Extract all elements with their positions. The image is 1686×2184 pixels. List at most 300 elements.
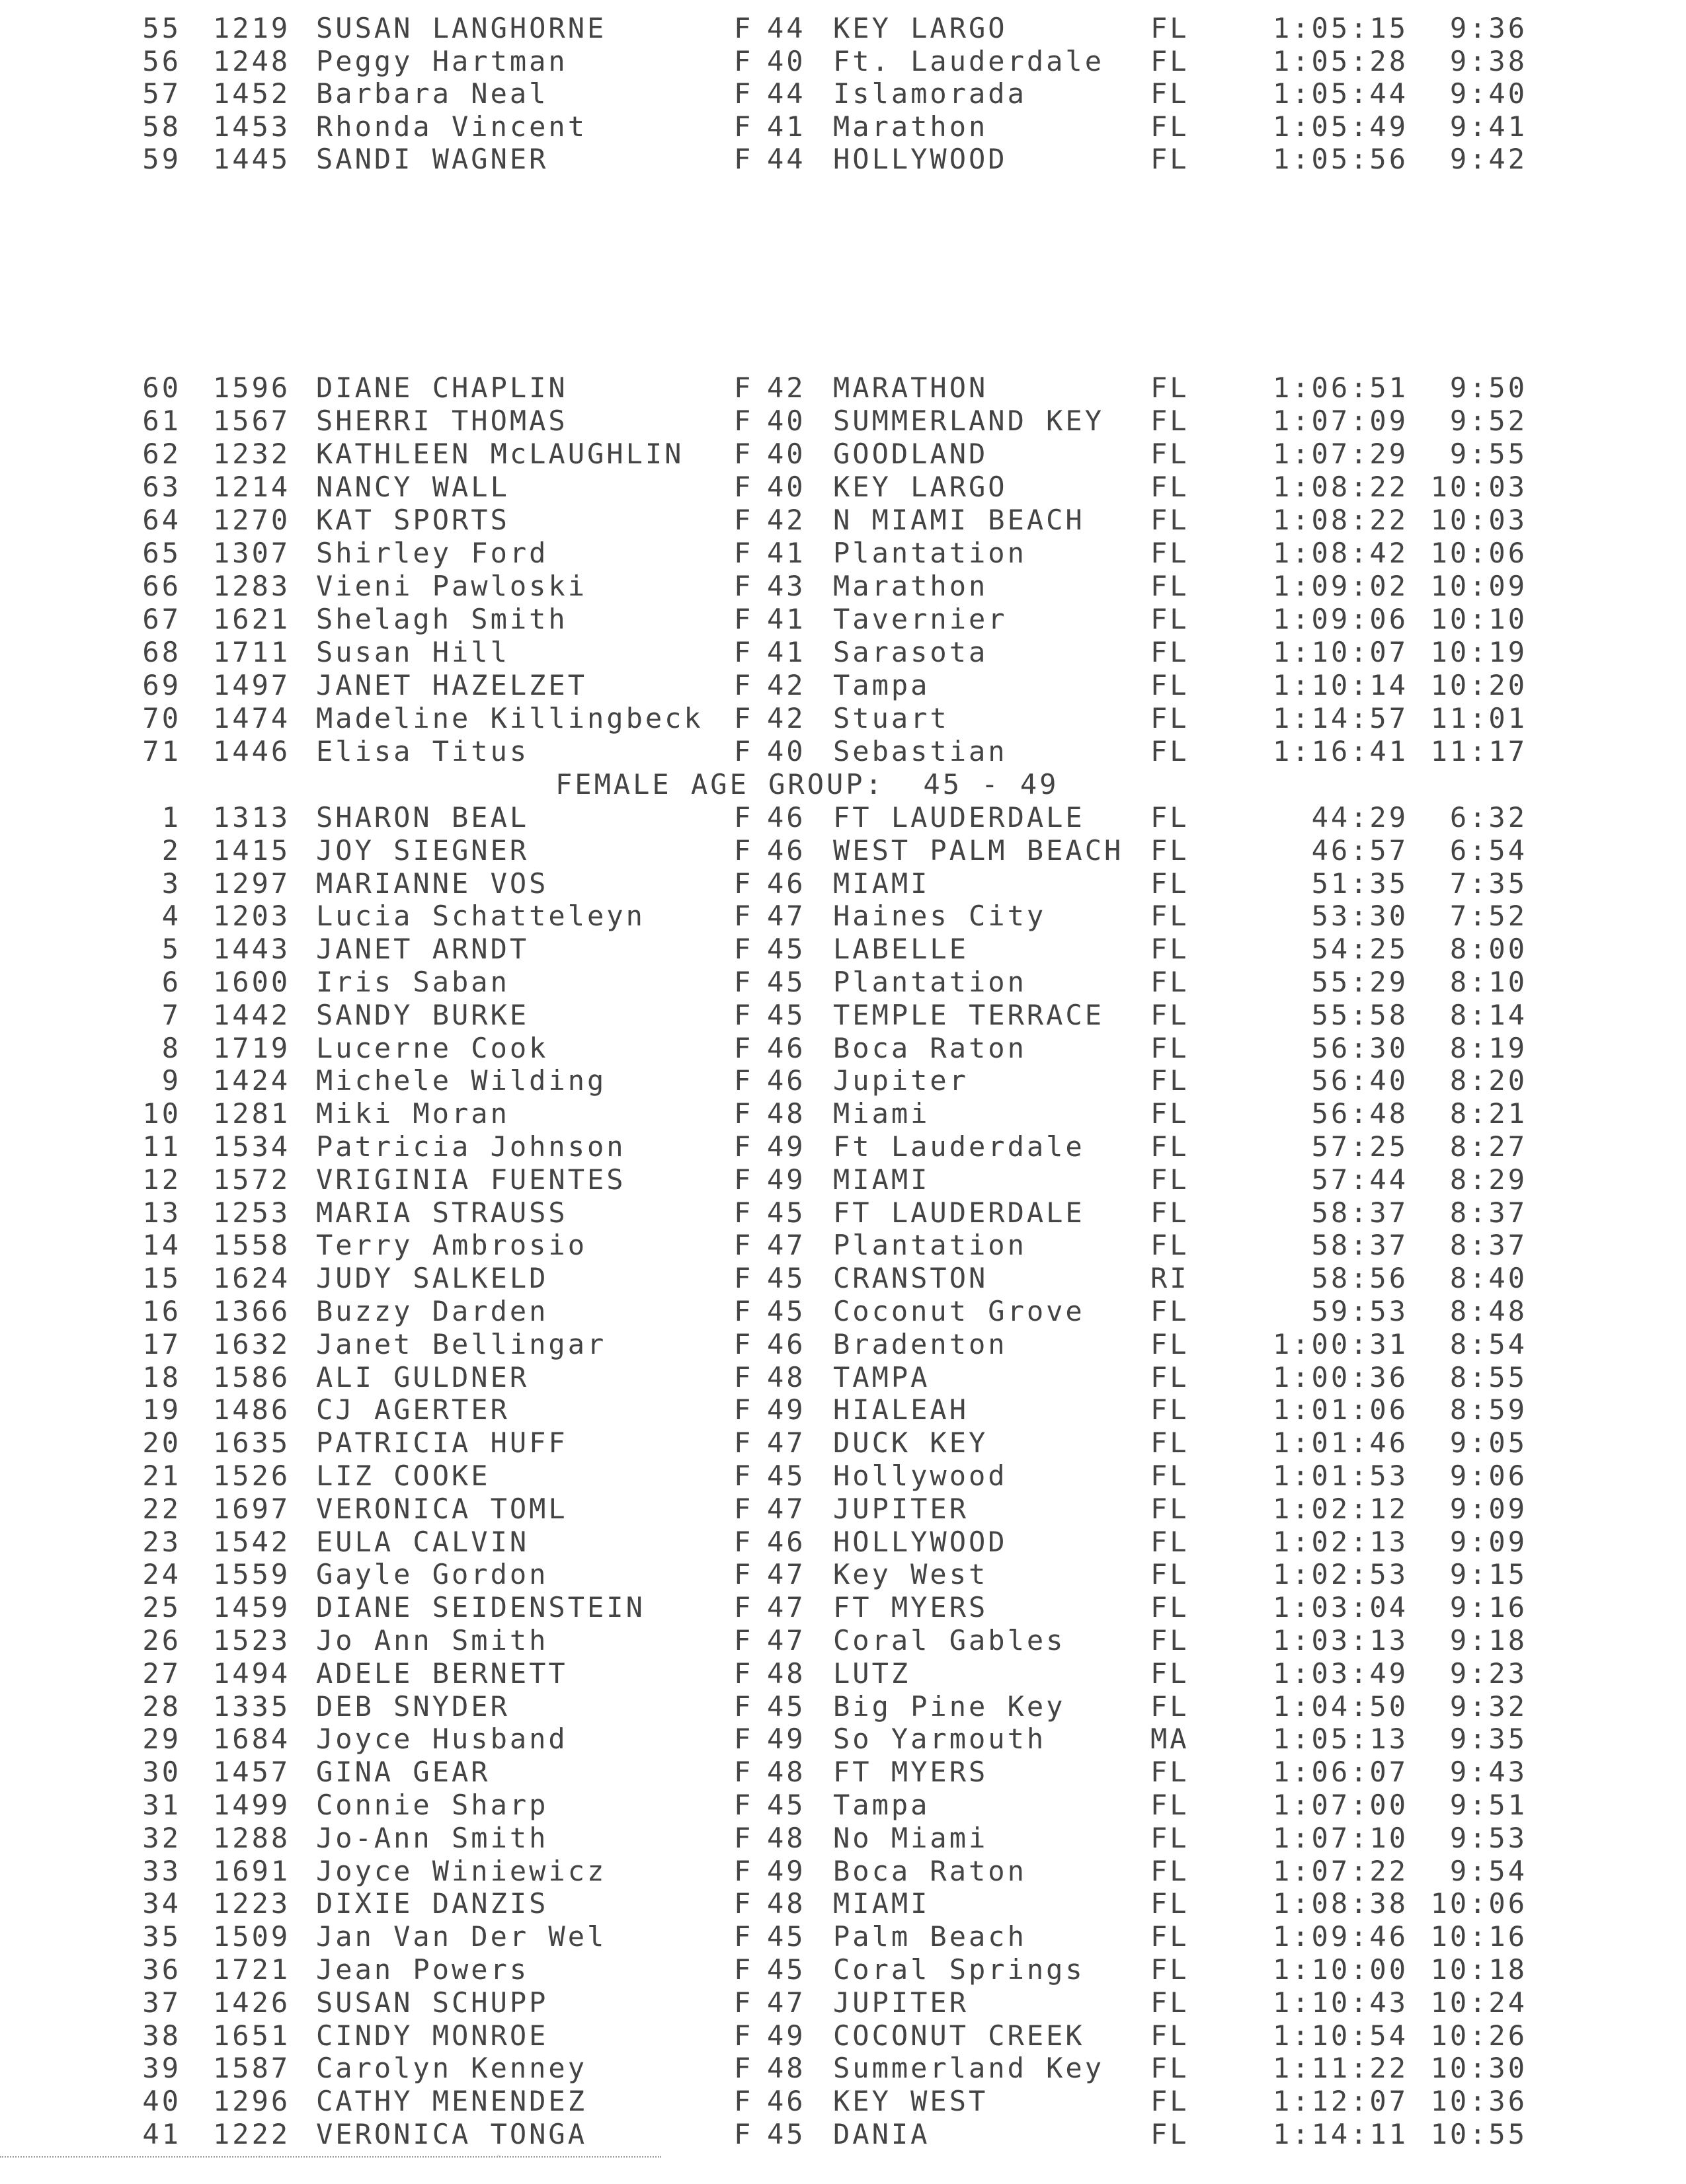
cell-sex: F: [734, 603, 754, 635]
cell-pace: 10:36: [1430, 2085, 1527, 2118]
result-row: [0, 1756, 1686, 1789]
result-row: [0, 1855, 1686, 1888]
cell-pace: 9:36: [1449, 12, 1527, 44]
cell-sex: F: [734, 504, 754, 536]
cell-bib: 1567: [213, 405, 291, 437]
cell-state: FL: [1150, 110, 1189, 143]
cell-state: FL: [1150, 1064, 1189, 1097]
cell-city: MIAMI: [833, 867, 930, 900]
cell-sex: F: [734, 1986, 754, 2019]
cell-name: ALI GULDNER: [316, 1360, 530, 1393]
cell-pace: 10:19: [1430, 636, 1527, 668]
cell-place: 28: [142, 1690, 181, 1723]
cell-time: 56:40: [1311, 1064, 1408, 1097]
cell-age: 47: [767, 1229, 806, 1262]
cell-place: 36: [142, 1953, 181, 1986]
cell-time: 1:03:04: [1272, 1591, 1408, 1624]
cell-time: 1:04:50: [1272, 1690, 1408, 1723]
cell-state: FL: [1150, 1229, 1189, 1262]
cell-age: 49: [767, 2019, 806, 2052]
cell-time: 56:48: [1311, 1097, 1408, 1130]
cell-state: FL: [1150, 1756, 1189, 1789]
cell-pace: 10:24: [1430, 1986, 1527, 2019]
cell-age: 47: [767, 900, 806, 933]
cell-age: 48: [767, 1657, 806, 1690]
cell-state: MA: [1150, 1723, 1189, 1756]
cell-name: DIANE CHAPLIN: [316, 371, 568, 404]
cell-state: FL: [1150, 1426, 1189, 1460]
cell-bib: 1296: [213, 2085, 291, 2118]
cell-pace: 9:41: [1449, 110, 1527, 143]
cell-pace: 8:14: [1449, 998, 1527, 1031]
cell-city: DUCK KEY: [833, 1426, 988, 1460]
cell-bib: 1600: [213, 966, 291, 998]
cell-name: DIXIE DANZIS: [316, 1887, 549, 1920]
cell-state: FL: [1150, 1031, 1189, 1064]
cell-state: FL: [1150, 900, 1189, 933]
cell-sex: F: [734, 1295, 754, 1327]
cell-age: 49: [767, 1393, 806, 1426]
cell-city: Sarasota: [833, 636, 988, 668]
result-row: [0, 1460, 1686, 1493]
cell-sex: F: [734, 1460, 754, 1492]
cell-state: FL: [1150, 371, 1189, 404]
cell-time: 57:44: [1311, 1163, 1408, 1196]
cell-sex: F: [734, 1887, 754, 1920]
cell-city: Hollywood: [833, 1460, 1008, 1492]
result-row: [0, 1493, 1686, 1526]
cell-state: FL: [1150, 471, 1189, 503]
cell-sex: F: [734, 669, 754, 701]
cell-state: FL: [1150, 2085, 1189, 2118]
cell-name: DIANE SEIDENSTEIN: [316, 1591, 645, 1624]
cell-city: Ft. Lauderdale: [833, 44, 1105, 77]
cell-bib: 1453: [213, 110, 291, 143]
cell-bib: 1313: [213, 801, 291, 834]
cell-city: SUMMERLAND KEY: [833, 405, 1105, 437]
cell-name: SUSAN SCHUPP: [316, 1986, 549, 2019]
cell-place: 71: [142, 735, 181, 767]
cell-place: 13: [142, 1196, 181, 1229]
cell-age: 44: [767, 143, 806, 175]
cell-place: 15: [142, 1262, 181, 1295]
cell-name: DEB SNYDER: [316, 1690, 510, 1723]
cell-state: FL: [1150, 1953, 1189, 1986]
cell-time: 1:07:22: [1272, 1854, 1408, 1887]
cell-place: 25: [142, 1591, 181, 1624]
cell-place: 39: [142, 2052, 181, 2085]
cell-name: MARIANNE VOS: [316, 867, 549, 900]
cell-pace: 10:06: [1430, 537, 1527, 569]
cell-sex: F: [734, 900, 754, 933]
cell-sex: F: [734, 1130, 754, 1163]
cell-city: Plantation: [833, 537, 1027, 569]
cell-place: 4: [161, 900, 181, 933]
cell-bib: 1684: [213, 1723, 291, 1756]
cell-age: 45: [767, 1920, 806, 1953]
cell-name: Joyce Husband: [316, 1723, 568, 1756]
result-row: [0, 636, 1686, 669]
cell-pace: 10:10: [1430, 603, 1527, 635]
cell-place: 16: [142, 1295, 181, 1327]
cell-sex: F: [734, 471, 754, 503]
cell-age: 45: [767, 1789, 806, 1821]
cell-age: 40: [767, 471, 806, 503]
cell-bib: 1624: [213, 1262, 291, 1295]
cell-city: N MIAMI BEACH: [833, 504, 1085, 536]
cell-pace: 8:27: [1449, 1130, 1527, 1163]
cell-bib: 1632: [213, 1327, 291, 1360]
cell-sex: F: [734, 1525, 754, 1558]
cell-city: Tampa: [833, 1789, 930, 1821]
cell-time: 46:57: [1311, 834, 1408, 867]
age-group-header: FEMALE AGE GROUP: 45 - 49: [555, 768, 1059, 800]
cell-pace: 9:50: [1449, 371, 1527, 404]
cell-bib: 1474: [213, 702, 291, 734]
cell-city: Coral Springs: [833, 1953, 1085, 1986]
cell-place: 69: [142, 669, 181, 701]
cell-bib: 1281: [213, 1097, 291, 1130]
result-row: [0, 1920, 1686, 1953]
cell-bib: 1335: [213, 1690, 291, 1723]
cell-sex: F: [734, 1591, 754, 1624]
cell-pace: 9:53: [1449, 1821, 1527, 1854]
cell-bib: 1542: [213, 1525, 291, 1558]
cell-time: 56:30: [1311, 1031, 1408, 1064]
cell-sex: F: [734, 1657, 754, 1690]
result-row: [0, 1426, 1686, 1460]
result-row: [0, 1723, 1686, 1756]
cell-name: Elisa Titus: [316, 735, 530, 767]
cell-city: MIAMI: [833, 1887, 930, 1920]
cell-age: 45: [767, 1196, 806, 1229]
cell-time: 1:10:07: [1272, 636, 1408, 668]
cell-name: Joyce Winiewicz: [316, 1854, 607, 1887]
cell-sex: F: [734, 1854, 754, 1887]
cell-name: Shirley Ford: [316, 537, 549, 569]
cell-pace: 8:00: [1449, 933, 1527, 966]
cell-age: 46: [767, 1064, 806, 1097]
cell-place: 37: [142, 1986, 181, 2019]
result-row: [0, 438, 1686, 471]
cell-age: 48: [767, 1360, 806, 1393]
result-row: [0, 1657, 1686, 1690]
cell-place: 26: [142, 1624, 181, 1657]
cell-place: 1: [161, 801, 181, 834]
page-cut-edge: [0, 2156, 1686, 2181]
cell-time: 1:10:00: [1272, 1953, 1408, 1986]
cell-time: 1:16:41: [1272, 735, 1408, 767]
cell-place: 64: [142, 504, 181, 536]
cell-state: FL: [1150, 2052, 1189, 2085]
cell-name: Barbara Neal: [316, 77, 549, 110]
cell-bib: 1494: [213, 1657, 291, 1690]
result-row: [0, 1526, 1686, 1559]
cell-bib: 1283: [213, 570, 291, 602]
cell-pace: 9:52: [1449, 405, 1527, 437]
cell-bib: 1424: [213, 1064, 291, 1097]
cell-state: FL: [1150, 1492, 1189, 1525]
cell-sex: F: [734, 143, 754, 175]
cell-city: Islamorada: [833, 77, 1027, 110]
cell-city: So Yarmouth: [833, 1723, 1047, 1756]
cell-bib: 1426: [213, 1986, 291, 2019]
cell-state: FL: [1150, 933, 1189, 966]
cell-pace: 8:55: [1449, 1360, 1527, 1393]
cell-age: 40: [767, 438, 806, 470]
cell-place: 40: [142, 2085, 181, 2118]
cell-age: 49: [767, 1163, 806, 1196]
cell-pace: 9:42: [1449, 143, 1527, 175]
cell-name: Michele Wilding: [316, 1064, 607, 1097]
cell-place: 56: [142, 44, 181, 77]
cell-city: Boca Raton: [833, 1854, 1027, 1887]
cell-sex: F: [734, 1163, 754, 1196]
cell-name: Rhonda Vincent: [316, 110, 588, 143]
cell-bib: 1446: [213, 735, 291, 767]
cell-city: LUTZ: [833, 1657, 911, 1690]
cell-place: 18: [142, 1360, 181, 1393]
cell-pace: 9:16: [1449, 1591, 1527, 1624]
cell-pace: 8:59: [1449, 1393, 1527, 1426]
cell-name: Terry Ambrosio: [316, 1229, 588, 1262]
cell-sex: F: [734, 1064, 754, 1097]
result-row: [0, 1591, 1686, 1624]
result-row: [0, 143, 1686, 176]
cell-name: JANET ARNDT: [316, 933, 530, 966]
cell-time: 1:08:22: [1272, 504, 1408, 536]
cell-state: FL: [1150, 1097, 1189, 1130]
cell-sex: F: [734, 570, 754, 602]
cell-time: 54:25: [1311, 933, 1408, 966]
cell-name: CATHY MENENDEZ: [316, 2085, 588, 2118]
cell-state: FL: [1150, 603, 1189, 635]
cell-name: JUDY SALKELD: [316, 1262, 549, 1295]
cell-pace: 10:30: [1430, 2052, 1527, 2085]
cell-bib: 1203: [213, 900, 291, 933]
cell-pace: 8:54: [1449, 1327, 1527, 1360]
cell-state: FL: [1150, 998, 1189, 1031]
cell-name: Susan Hill: [316, 636, 510, 668]
cell-bib: 1587: [213, 2052, 291, 2085]
cell-bib: 1223: [213, 1887, 291, 1920]
cell-name: CINDY MONROE: [316, 2019, 549, 2052]
cell-state: FL: [1150, 1196, 1189, 1229]
result-row: [0, 702, 1686, 735]
cell-sex: F: [734, 636, 754, 668]
cell-bib: 1586: [213, 1360, 291, 1393]
cell-time: 1:01:53: [1272, 1460, 1408, 1492]
cell-age: 42: [767, 669, 806, 701]
cell-bib: 1526: [213, 1460, 291, 1492]
cell-name: JANET HAZELZET: [316, 669, 588, 701]
cell-state: FL: [1150, 1986, 1189, 2019]
cell-place: 30: [142, 1756, 181, 1789]
cell-age: 45: [767, 1690, 806, 1723]
cell-state: FL: [1150, 867, 1189, 900]
cell-place: 32: [142, 1821, 181, 1854]
cell-place: 63: [142, 471, 181, 503]
cell-sex: F: [734, 12, 754, 44]
cell-sex: F: [734, 1558, 754, 1591]
cell-place: 11: [142, 1130, 181, 1163]
cell-time: 1:14:11: [1272, 2118, 1408, 2150]
cell-city: Tampa: [833, 669, 930, 701]
cell-state: FL: [1150, 1460, 1189, 1492]
result-row: [0, 2052, 1686, 2085]
cell-place: 34: [142, 1887, 181, 1920]
cell-pace: 9:40: [1449, 77, 1527, 110]
cell-name: MARIA STRAUSS: [316, 1196, 568, 1229]
cell-state: FL: [1150, 2019, 1189, 2052]
cell-pace: 11:17: [1430, 735, 1527, 767]
cell-place: 21: [142, 1460, 181, 1492]
cell-pace: 8:48: [1449, 1295, 1527, 1327]
cell-state: FL: [1150, 504, 1189, 536]
cell-city: JUPITER: [833, 1986, 969, 2019]
cell-name: KAT SPORTS: [316, 504, 510, 536]
cell-age: 47: [767, 1426, 806, 1460]
cell-pace: 10:26: [1430, 2019, 1527, 2052]
result-row: [0, 1130, 1686, 1163]
cell-name: KATHLEEN McLAUGHLIN: [316, 438, 684, 470]
cell-name: Buzzy Darden: [316, 1295, 549, 1327]
cell-bib: 1635: [213, 1426, 291, 1460]
cell-place: 2: [161, 834, 181, 867]
cell-city: HOLLYWOOD: [833, 143, 1008, 175]
cell-place: 38: [142, 2019, 181, 2052]
cell-sex: F: [734, 2085, 754, 2118]
result-row: [0, 2085, 1686, 2118]
cell-pace: 10:09: [1430, 570, 1527, 602]
result-row: [0, 1328, 1686, 1361]
cell-place: 6: [161, 966, 181, 998]
cell-sex: F: [734, 801, 754, 834]
result-row: [0, 2118, 1686, 2151]
cell-city: MARATHON: [833, 371, 988, 404]
cell-sex: F: [734, 1756, 754, 1789]
cell-age: 40: [767, 44, 806, 77]
cell-time: 1:03:49: [1272, 1657, 1408, 1690]
cell-place: 27: [142, 1657, 181, 1690]
cell-place: 23: [142, 1525, 181, 1558]
cell-state: FL: [1150, 801, 1189, 834]
result-row: [0, 1361, 1686, 1394]
cell-sex: F: [734, 405, 754, 437]
cell-place: 31: [142, 1789, 181, 1821]
cell-state: FL: [1150, 143, 1189, 175]
cell-state: FL: [1150, 438, 1189, 470]
cell-place: 29: [142, 1723, 181, 1756]
cell-time: 1:07:09: [1272, 405, 1408, 437]
result-row: [0, 471, 1686, 504]
cell-time: 58:37: [1311, 1196, 1408, 1229]
cell-city: Summerland Key: [833, 2052, 1105, 2085]
cell-place: 62: [142, 438, 181, 470]
cell-time: 1:12:07: [1272, 2085, 1408, 2118]
cell-age: 47: [767, 1492, 806, 1525]
cell-age: 47: [767, 1986, 806, 2019]
result-row: [0, 537, 1686, 570]
cell-name: Shelagh Smith: [316, 603, 568, 635]
cell-sex: F: [734, 834, 754, 867]
cell-place: 14: [142, 1229, 181, 1262]
cell-state: FL: [1150, 44, 1189, 77]
cell-state: FL: [1150, 1591, 1189, 1624]
cell-place: 65: [142, 537, 181, 569]
cell-place: 60: [142, 371, 181, 404]
cell-state: FL: [1150, 1657, 1189, 1690]
cell-time: 53:30: [1311, 900, 1408, 933]
cell-sex: F: [734, 1262, 754, 1295]
result-row: [0, 12, 1686, 45]
cell-city: MIAMI: [833, 1163, 930, 1196]
cell-age: 45: [767, 1460, 806, 1492]
cell-place: 66: [142, 570, 181, 602]
cell-time: 55:29: [1311, 966, 1408, 998]
cell-time: 1:08:42: [1272, 537, 1408, 569]
cell-pace: 10:16: [1430, 1920, 1527, 1953]
cell-city: Miami: [833, 1097, 930, 1130]
cell-bib: 1270: [213, 504, 291, 536]
cell-time: 1:02:53: [1272, 1558, 1408, 1591]
cell-pace: 10:03: [1430, 471, 1527, 503]
cell-name: SANDY BURKE: [316, 998, 530, 1031]
cell-place: 8: [161, 1031, 181, 1064]
cell-city: FT MYERS: [833, 1756, 988, 1789]
cell-state: FL: [1150, 1821, 1189, 1854]
result-row: [0, 1789, 1686, 1822]
cell-state: FL: [1150, 669, 1189, 701]
result-row: [0, 1163, 1686, 1196]
cell-city: GOODLAND: [833, 438, 988, 470]
cell-time: 1:05:28: [1272, 44, 1408, 77]
cell-place: 41: [142, 2118, 181, 2150]
result-row: [0, 933, 1686, 966]
cell-bib: 1697: [213, 1492, 291, 1525]
cell-age: 47: [767, 1558, 806, 1591]
cell-state: FL: [1150, 1920, 1189, 1953]
cell-name: Madeline Killingbeck: [316, 702, 703, 734]
cell-pace: 9:23: [1449, 1657, 1527, 1690]
cell-time: 1:10:43: [1272, 1986, 1408, 2019]
cell-time: 58:56: [1311, 1262, 1408, 1295]
cell-place: 12: [142, 1163, 181, 1196]
cell-pace: 8:21: [1449, 1097, 1527, 1130]
result-row: [0, 504, 1686, 537]
cell-city: Coconut Grove: [833, 1295, 1085, 1327]
cell-city: KEY LARGO: [833, 471, 1008, 503]
cell-bib: 1559: [213, 1558, 291, 1591]
cell-age: 46: [767, 1327, 806, 1360]
cell-place: 57: [142, 77, 181, 110]
cell-bib: 1452: [213, 77, 291, 110]
cell-place: 19: [142, 1393, 181, 1426]
cell-sex: F: [734, 867, 754, 900]
cell-age: 41: [767, 110, 806, 143]
cell-city: Palm Beach: [833, 1920, 1027, 1953]
cell-time: 1:08:22: [1272, 471, 1408, 503]
cell-pace: 6:54: [1449, 834, 1527, 867]
cell-sex: F: [734, 371, 754, 404]
cell-pace: 9:51: [1449, 1789, 1527, 1821]
cell-state: FL: [1150, 1360, 1189, 1393]
cell-sex: F: [734, 1426, 754, 1460]
cell-time: 1:09:06: [1272, 603, 1408, 635]
cell-place: 10: [142, 1097, 181, 1130]
result-row: [0, 1262, 1686, 1295]
cell-name: SHARON BEAL: [316, 801, 530, 834]
